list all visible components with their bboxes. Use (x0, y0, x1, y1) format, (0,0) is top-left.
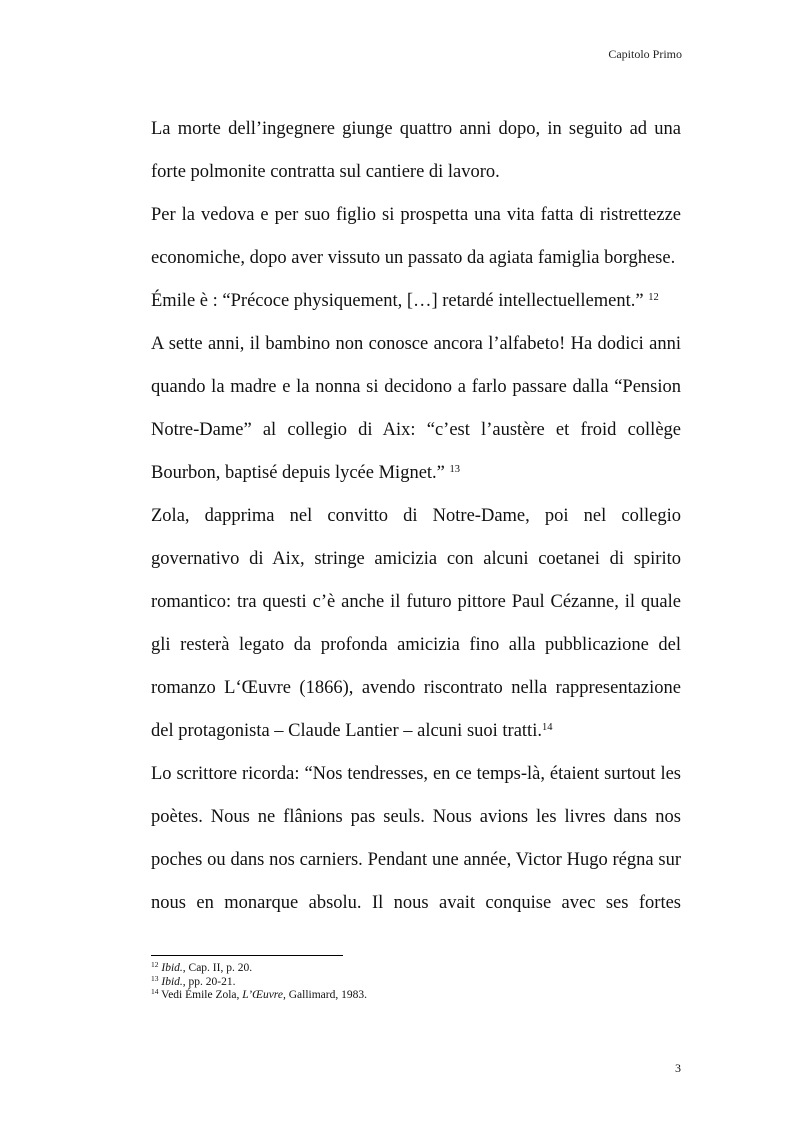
footnote-ref-12: 12 (648, 292, 659, 303)
footnote-number: 14 (151, 987, 159, 996)
footnote-text: Gallimard, 1983. (285, 989, 367, 1001)
footnote-text: , Cap. II, p. 20. (182, 962, 253, 974)
footnote-italic: Ibid. (161, 975, 183, 988)
paragraph-3 (151, 280, 681, 323)
footnote-number: 13 (151, 973, 159, 983)
footnote-number: 12 (151, 960, 159, 969)
paragraph-text: Per la vedova e per suo figlio si prospetta una vita fatta di ristrettezze economiche, dopo aver vissuto un passato da agiata famiglia borghese. (151, 205, 681, 268)
footnote-text: Vedi Émile Zola, (161, 989, 243, 1001)
paragraph-text: A sette anni, il bambino non conosce ancora l’alfabeto! Ha dodici anni quando la madre e la nonna si decidono a farlo passare dalla “Pension Notre-Dame” al collegio di Aix: “c’est l’austère et froid collège Bourbon, baptisé depuis lycée Mignet.” (151, 334, 681, 483)
running-header: Capitolo Primo (608, 47, 682, 61)
paragraph-text: Lo scrittore ricorda: “Nos tendresses, en ce temps-là, étaient surtout les poètes. Nous ne flânions pas seuls. Nous avions les livres dans nos poches ou dans nos carniers. Pendant une année, Victor Hugo régna sur nous en monarque absolu. Il nous avait conquise avec ses fortes (151, 764, 681, 913)
footnote-13 (151, 973, 681, 990)
footnote-12 (151, 962, 681, 976)
paragraph-text: La morte dell’ingegnere giunge quattro anni dopo, in seguito ad una forte polmonite contratta sul cantiere di lavoro. (151, 119, 681, 182)
paragraph-text: Émile è : “Précoce physiquement, […] retardé intellectuellement.” (151, 291, 649, 311)
footnote-text: , pp. 20-21. (182, 975, 236, 988)
footnotes (151, 962, 681, 1003)
footnote-14 (151, 989, 681, 1003)
footnote-ref-14: 14 (541, 722, 553, 733)
paragraph-6 (151, 753, 681, 925)
paragraph-2 (151, 194, 681, 280)
footnote-ref-13: 13 (449, 464, 461, 475)
paragraph-text: Zola, dapprima nel convitto di Notre-Dame, poi nel collegio governativo di Aix, stringe amicizia con alcuni coetanei di spirito romantico: tra questi c’è anche il futuro pittore Paul Cézanne, il quale gli resterà legato da profonda amicizia fino alla pubblicazione del romanzo L‘Œuvre (1866), avendo riscontrato nella rappresentazione del protagonista – Claude Lantier – alcuni suoi tratti. (151, 506, 681, 741)
body-text (151, 108, 681, 925)
footnote-italic: Ibid. (161, 962, 183, 974)
footnote-separator (151, 955, 343, 956)
paragraph-4 (151, 323, 681, 495)
footnote-italic: L’Œuvre, (242, 989, 286, 1001)
page-number: 3 (675, 1061, 681, 1075)
paragraph-1 (151, 108, 681, 194)
paragraph-5 (151, 495, 681, 753)
